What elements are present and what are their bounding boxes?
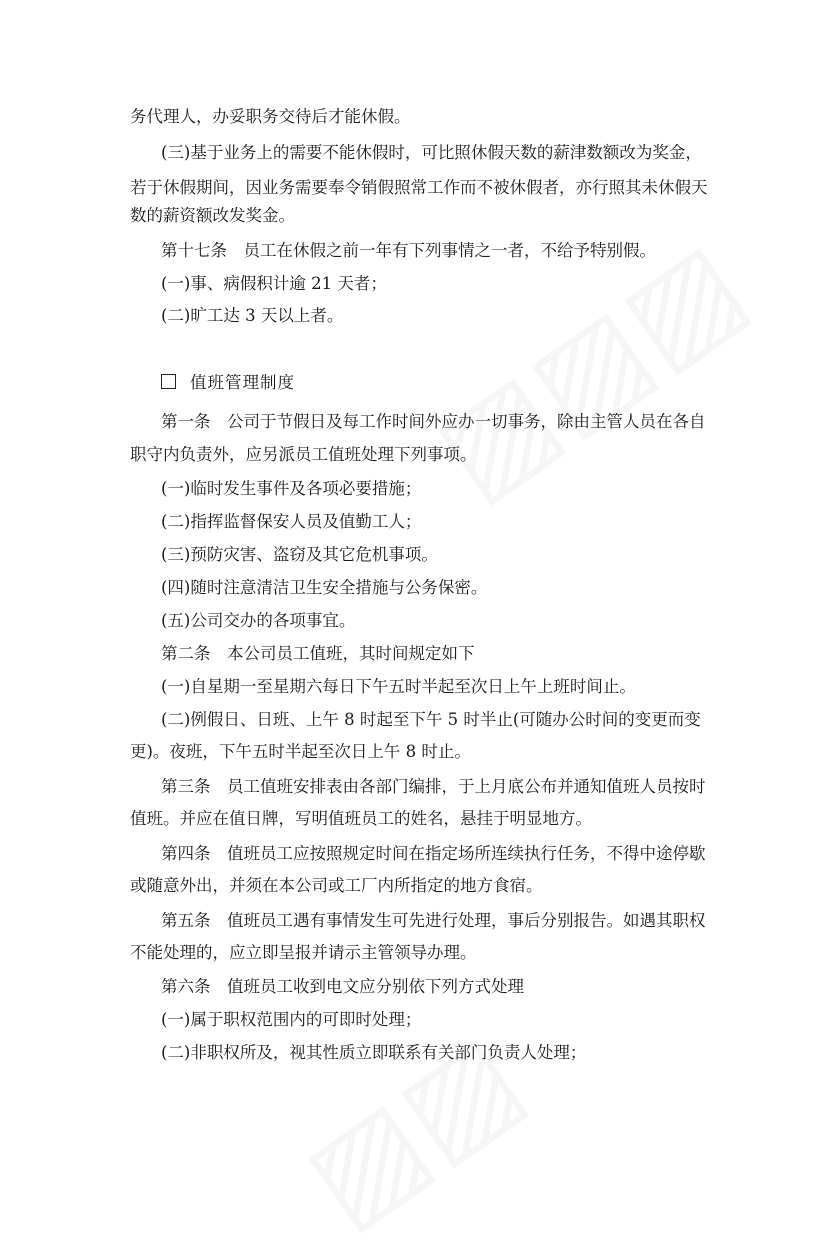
section-heading [161, 372, 295, 394]
list-item: (一)属于职权范围内的可即时处理； [161, 1010, 422, 1029]
article-line: 第六条 值班员工收到电文应分别依下列方式处理 [161, 977, 524, 996]
article-line: 第二条 本公司员工值班，其时间规定如下 [161, 644, 475, 663]
list-item: (五)公司交办的各项事宜。 [161, 611, 356, 630]
paragraph-line: 数的薪资额改发奖金。 [130, 206, 295, 225]
checkbox-icon [161, 374, 176, 389]
article-line: 第三条 员工值班安排表由各部门编排，于上月底公布并通知值班人员按时 [161, 777, 706, 796]
paragraph-line: 或随意外出，并须在本公司或工厂内所指定的地方食宿。 [130, 876, 543, 895]
list-item: (二)旷工达 3 天以上者。 [161, 306, 344, 325]
paragraph-line: (三)基于业务上的需要不能休假时，可比照休假天数的薪津数额改为奖金， [161, 143, 702, 162]
article-line: 第一条 公司于节假日及每工作时间外应办一切事务，除由主管人员在各自 [161, 412, 706, 431]
article-line: 第五条 值班员工遇有事情发生可先进行处理，事后分别报告。如遇其职权 [161, 911, 706, 930]
list-item: (二)非职权所及，视其性质立即联系有关部门负责人处理； [161, 1043, 587, 1062]
paragraph-line: 不能处理的，应立即呈报并请示主管领导办理。 [130, 943, 477, 962]
paragraph-line: 更)。夜班，下午五时半起至次日上午 8 时止。 [130, 742, 471, 761]
paragraph-line: 若于休假期间，因业务需要奉令销假照常工作而不被休假者，亦行照其未休假天 [130, 178, 708, 197]
article-line: 第十七条 员工在休假之前一年有下列事情之一者，不给予特别假。 [161, 241, 656, 260]
article-line: 第四条 值班员工应按照规定时间在指定场所连续执行任务，不得中途停歇 [161, 844, 706, 863]
paragraph-line: 职守内负责外，应另派员工值班处理下列事项。 [130, 445, 477, 464]
list-item: (四)随时注意清洁卫生安全措施与公务保密。 [161, 578, 488, 597]
list-item: (一)事、病假积计逾 21 天者； [161, 274, 387, 293]
paragraph-line: 务代理人，办妥职务交待后才能休假。 [130, 107, 411, 126]
list-item: (一)自星期一至星期六每日下午五时半起至次日上午上班时间止。 [161, 677, 636, 696]
list-item: (一)临时发生事件及各项必要措施； [161, 479, 422, 498]
list-item: (二)例假日、日班、上午 8 时起至下午 5 时半止(可随办公时间的变更而变 [161, 710, 701, 729]
section-heading-text: 值班管理制度 [190, 373, 295, 392]
paragraph-line: 值班。并应在值日牌，写明值班员工的姓名，悬挂于明显地方。 [130, 809, 592, 828]
list-item: (二)指挥监督保安人员及值勤工人； [161, 512, 422, 531]
list-item: (三)预防灾害、盗窃及其它危机事项。 [161, 545, 438, 564]
